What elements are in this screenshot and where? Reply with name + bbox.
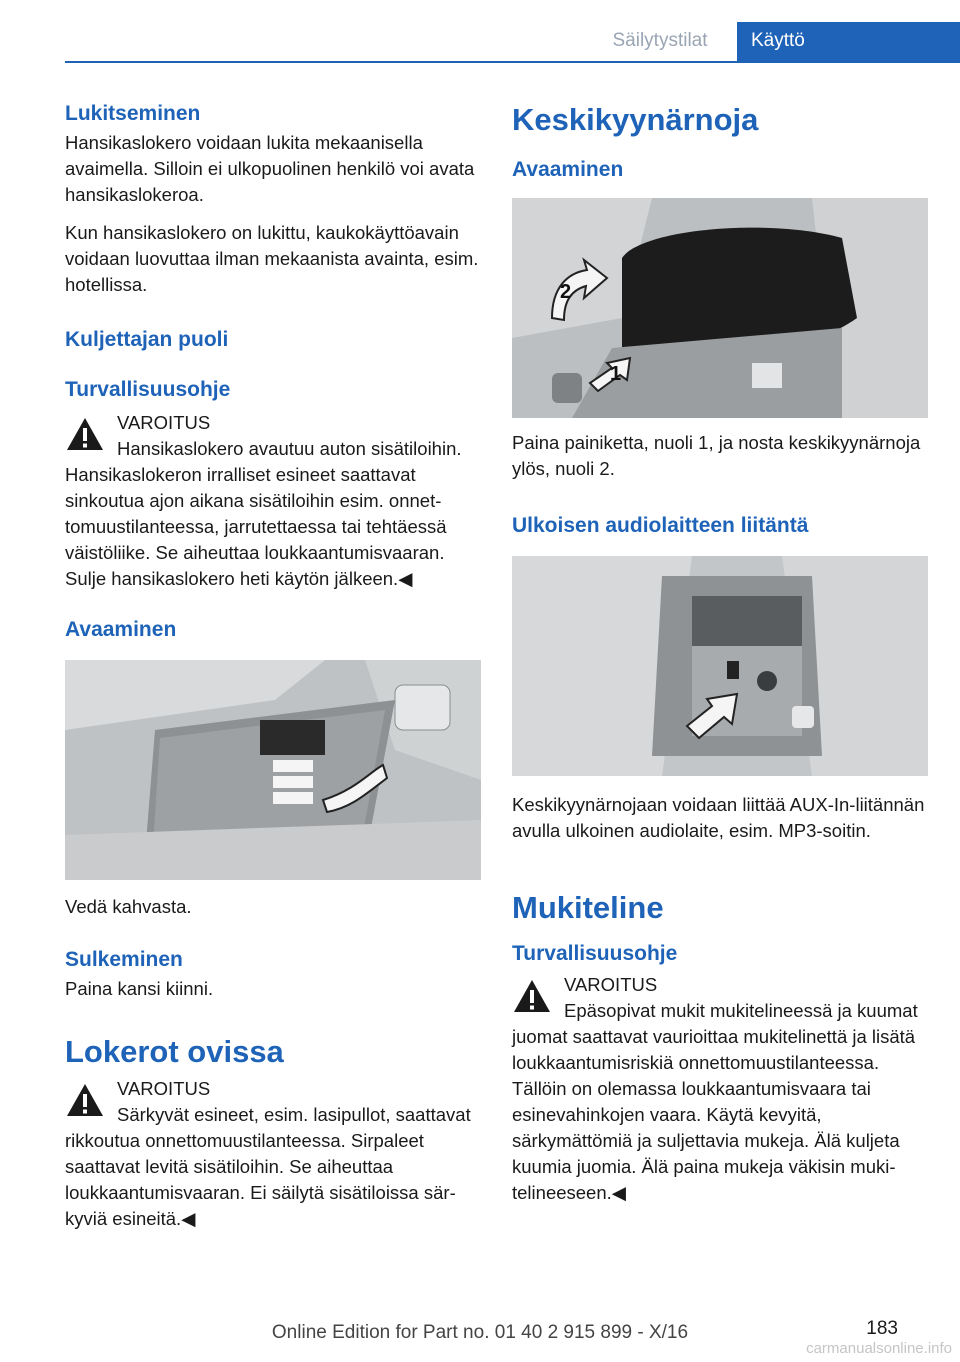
open-heading-left: Avaaminen [65,618,177,641]
aux-figure [512,556,928,776]
lock-paragraph-2: Kun hansikaslokero on lukittu, kaukokäyttöavain voidaan luovuttaa ilman mekaanista avainta, esim. hotellissa. [65,222,479,295]
open-caption-left: Vedä kahvasta. [65,896,192,917]
warning-title: VAROITUS [117,1078,211,1099]
close-heading: Sulkeminen [65,948,183,971]
warning-triangle-icon [65,1082,105,1118]
glovebox-figure [65,660,481,880]
page-number: 183 [866,1318,898,1339]
warning-text: Hansikaslokero avautuu auton sisätiloihin. Hansikaslokeron irralliset esineet saattavat sinkoutua ajon aikana sisätiloihin esim. onnettomuustilanteessa, jarrutettaessa tai tehtäessä väistöliike. Se aiheuttaa loukkaantumisvaaran. Sulje hansikaslokero heti käytön jälkeen.◀ [65,438,462,589]
armrest-figure [512,198,928,418]
footer-edition: Online Edition for Part no. 01 40 2 915 899 - X/16 [271,1322,689,1343]
warning-title: VAROITUS [564,974,658,995]
warning-title: VAROITUS [117,412,211,433]
header-section-title: Säilytystilat [612,30,708,51]
warning-triangle-icon [512,978,552,1014]
arrow-2-label: 2 [560,281,572,303]
left-column [65,100,481,1232]
lock-paragraph-1: Hansikaslokero voidaan lukita mekaanisella avaimella. Silloin ei ulkopuolinen henkilö voi avata hansikaslokeroa. [65,132,475,205]
driver-side-heading: Kuljettajan puoli [65,328,229,351]
header-chapter-tab[interactable] [737,22,960,62]
warning-cupholder [512,972,928,1206]
warning-text: Epäsopivat mukit mukitelineessä ja kuumat juomat saattavat vaurioittaa mukitelinettä ja lisätä loukkaantumisriskiä onnettomuustilanteessa. Tällöin on olemassa loukkaantumisvaara tai esinevahinkojen vaara. Käytä kevyitä, särkymättömiä ja suljettavia mukeja. Älä kuljeta kuumia juomia. Älä paina mukeja väkisin mukitelineeseen.◀ [512,1000,918,1203]
open-heading-right: Avaaminen [512,158,624,181]
warning-doors [65,1076,481,1232]
aux-heading: Ulkoisen audiolaitteen liitäntä [512,514,809,537]
warning-glovebox [65,410,481,592]
warning-text: Särkyvät esineet, esim. lasipullot, saattavat rikkoutua onnettomuustilanteessa. Sirpaleet saattavat levitä sisätiloihin. Se aiheuttaa loukkaantumisvaaran. Ei säilytä sisätiloissa särkyviä esineitä.◀ [65,1104,471,1229]
open-caption-right: Paina painiketta, nuoli 1, ja nosta keskikyynärnoja ylös, nuoli 2. [512,432,921,479]
right-column [512,100,928,1206]
safety-heading-right: Turvallisuusohje [512,942,678,965]
watermark: carmanualsonline.info [806,1340,952,1357]
aux-illustration [512,556,928,776]
close-text: Paina kansi kiinni. [65,978,214,999]
lock-heading: Lukitseminen [65,102,201,125]
header-chapter-label: Käyttö [751,30,805,51]
warning-triangle-icon [65,416,105,452]
aux-caption: Keskikyynärnojaan voidaan liittää AUX-In-liitännän avulla ulkoinen audiolaite, esim. MP3-soitin. [512,794,925,841]
header-rule [65,61,960,63]
arrow-1-label: 1 [610,363,622,385]
safety-heading-left: Turvallisuusohje [65,378,231,401]
door-compartments-heading: Lokerot ovissa [65,1034,284,1069]
armrest-heading: Keskikyynärnoja [512,102,759,137]
cup-holder-heading: Mukiteline [512,890,664,925]
glovebox-illustration [65,660,481,880]
armrest-illustration [512,198,928,418]
